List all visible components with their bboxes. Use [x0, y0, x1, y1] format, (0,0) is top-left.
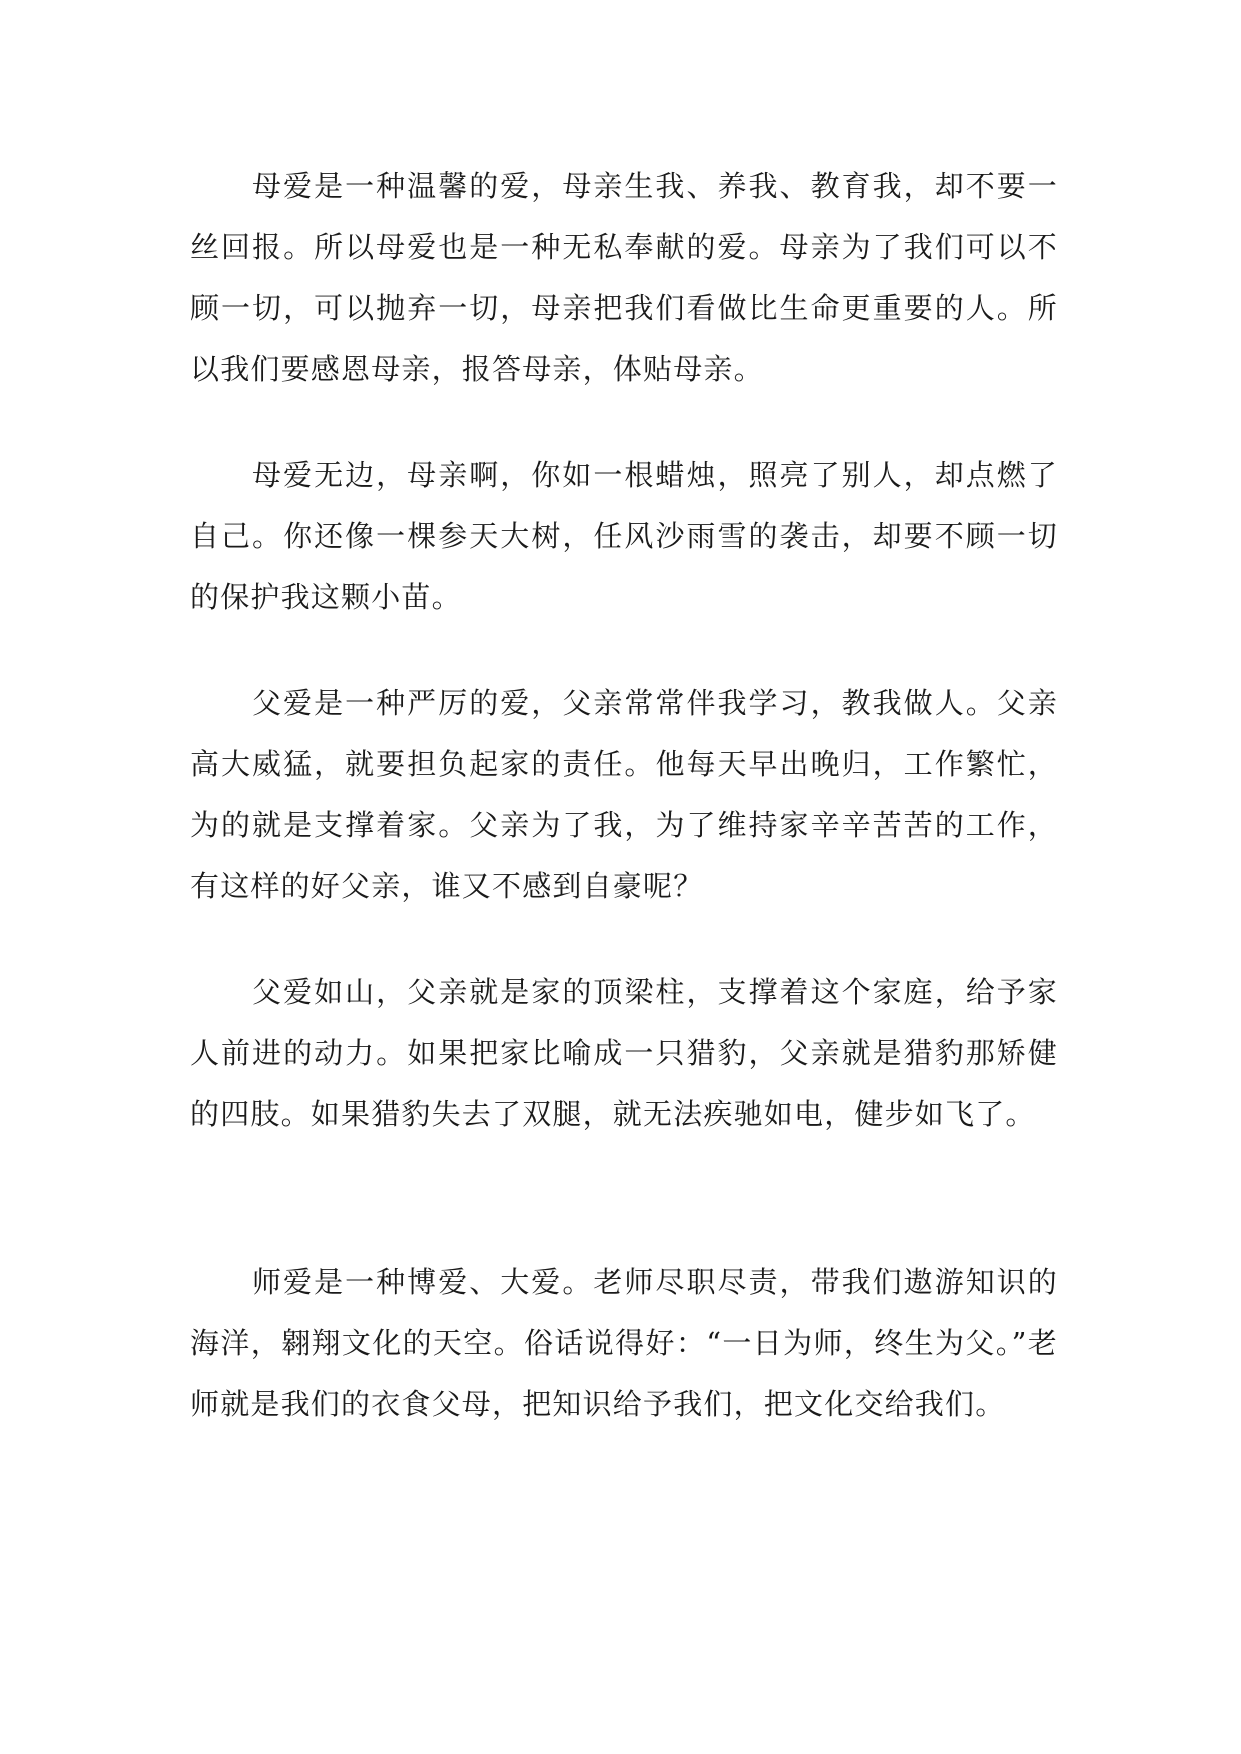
paragraph-father-love: 父爱是一种严厉的爱，父亲常常伴我学习，教我做人。父亲高大威猛，就要担负起家的责任。他每天早出晚归，工作繁忙，为的就是支撑着家。父亲为了我，为了维持家辛辛苦苦的工作，有这样的好父亲，谁又不感到自豪呢？: [190, 686, 1058, 903]
paragraph-mother-love: 母爱是一种温馨的爱，母亲生我、养我、教育我，却不要一丝回报。所以母爱也是一种无私奉献的爱。母亲为了我们可以不顾一切，可以抛弃一切，母亲把我们看做比生命更重要的人。所以我们要感恩母亲，报答母亲，体贴母亲。: [190, 169, 1058, 386]
paragraph-teacher-love: 师爱是一种博爱、大爱。老师尽职尽责，带我们遨游知识的海洋，翱翔文化的天空。俗话说得好：“一日为师，终生为父。”老师就是我们的衣食父母，把知识给予我们，把文化交给我们。: [190, 1265, 1058, 1421]
paragraph-father-mountain: 父爱如山，父亲就是家的顶梁柱，支撑着这个家庭，给予家人前进的动力。如果把家比喻成一只猎豹，父亲就是猎豹那矫健的四肢。如果猎豹失去了双腿，就无法疾驰如电，健步如飞了。: [190, 975, 1058, 1131]
paragraph-mother-boundless: 母爱无边，母亲啊，你如一根蜡烛，照亮了别人，却点燃了自己。你还像一棵参天大树，任风沙雨雪的袭击，却要不顾一切的保护我这颗小苗。: [190, 458, 1058, 614]
